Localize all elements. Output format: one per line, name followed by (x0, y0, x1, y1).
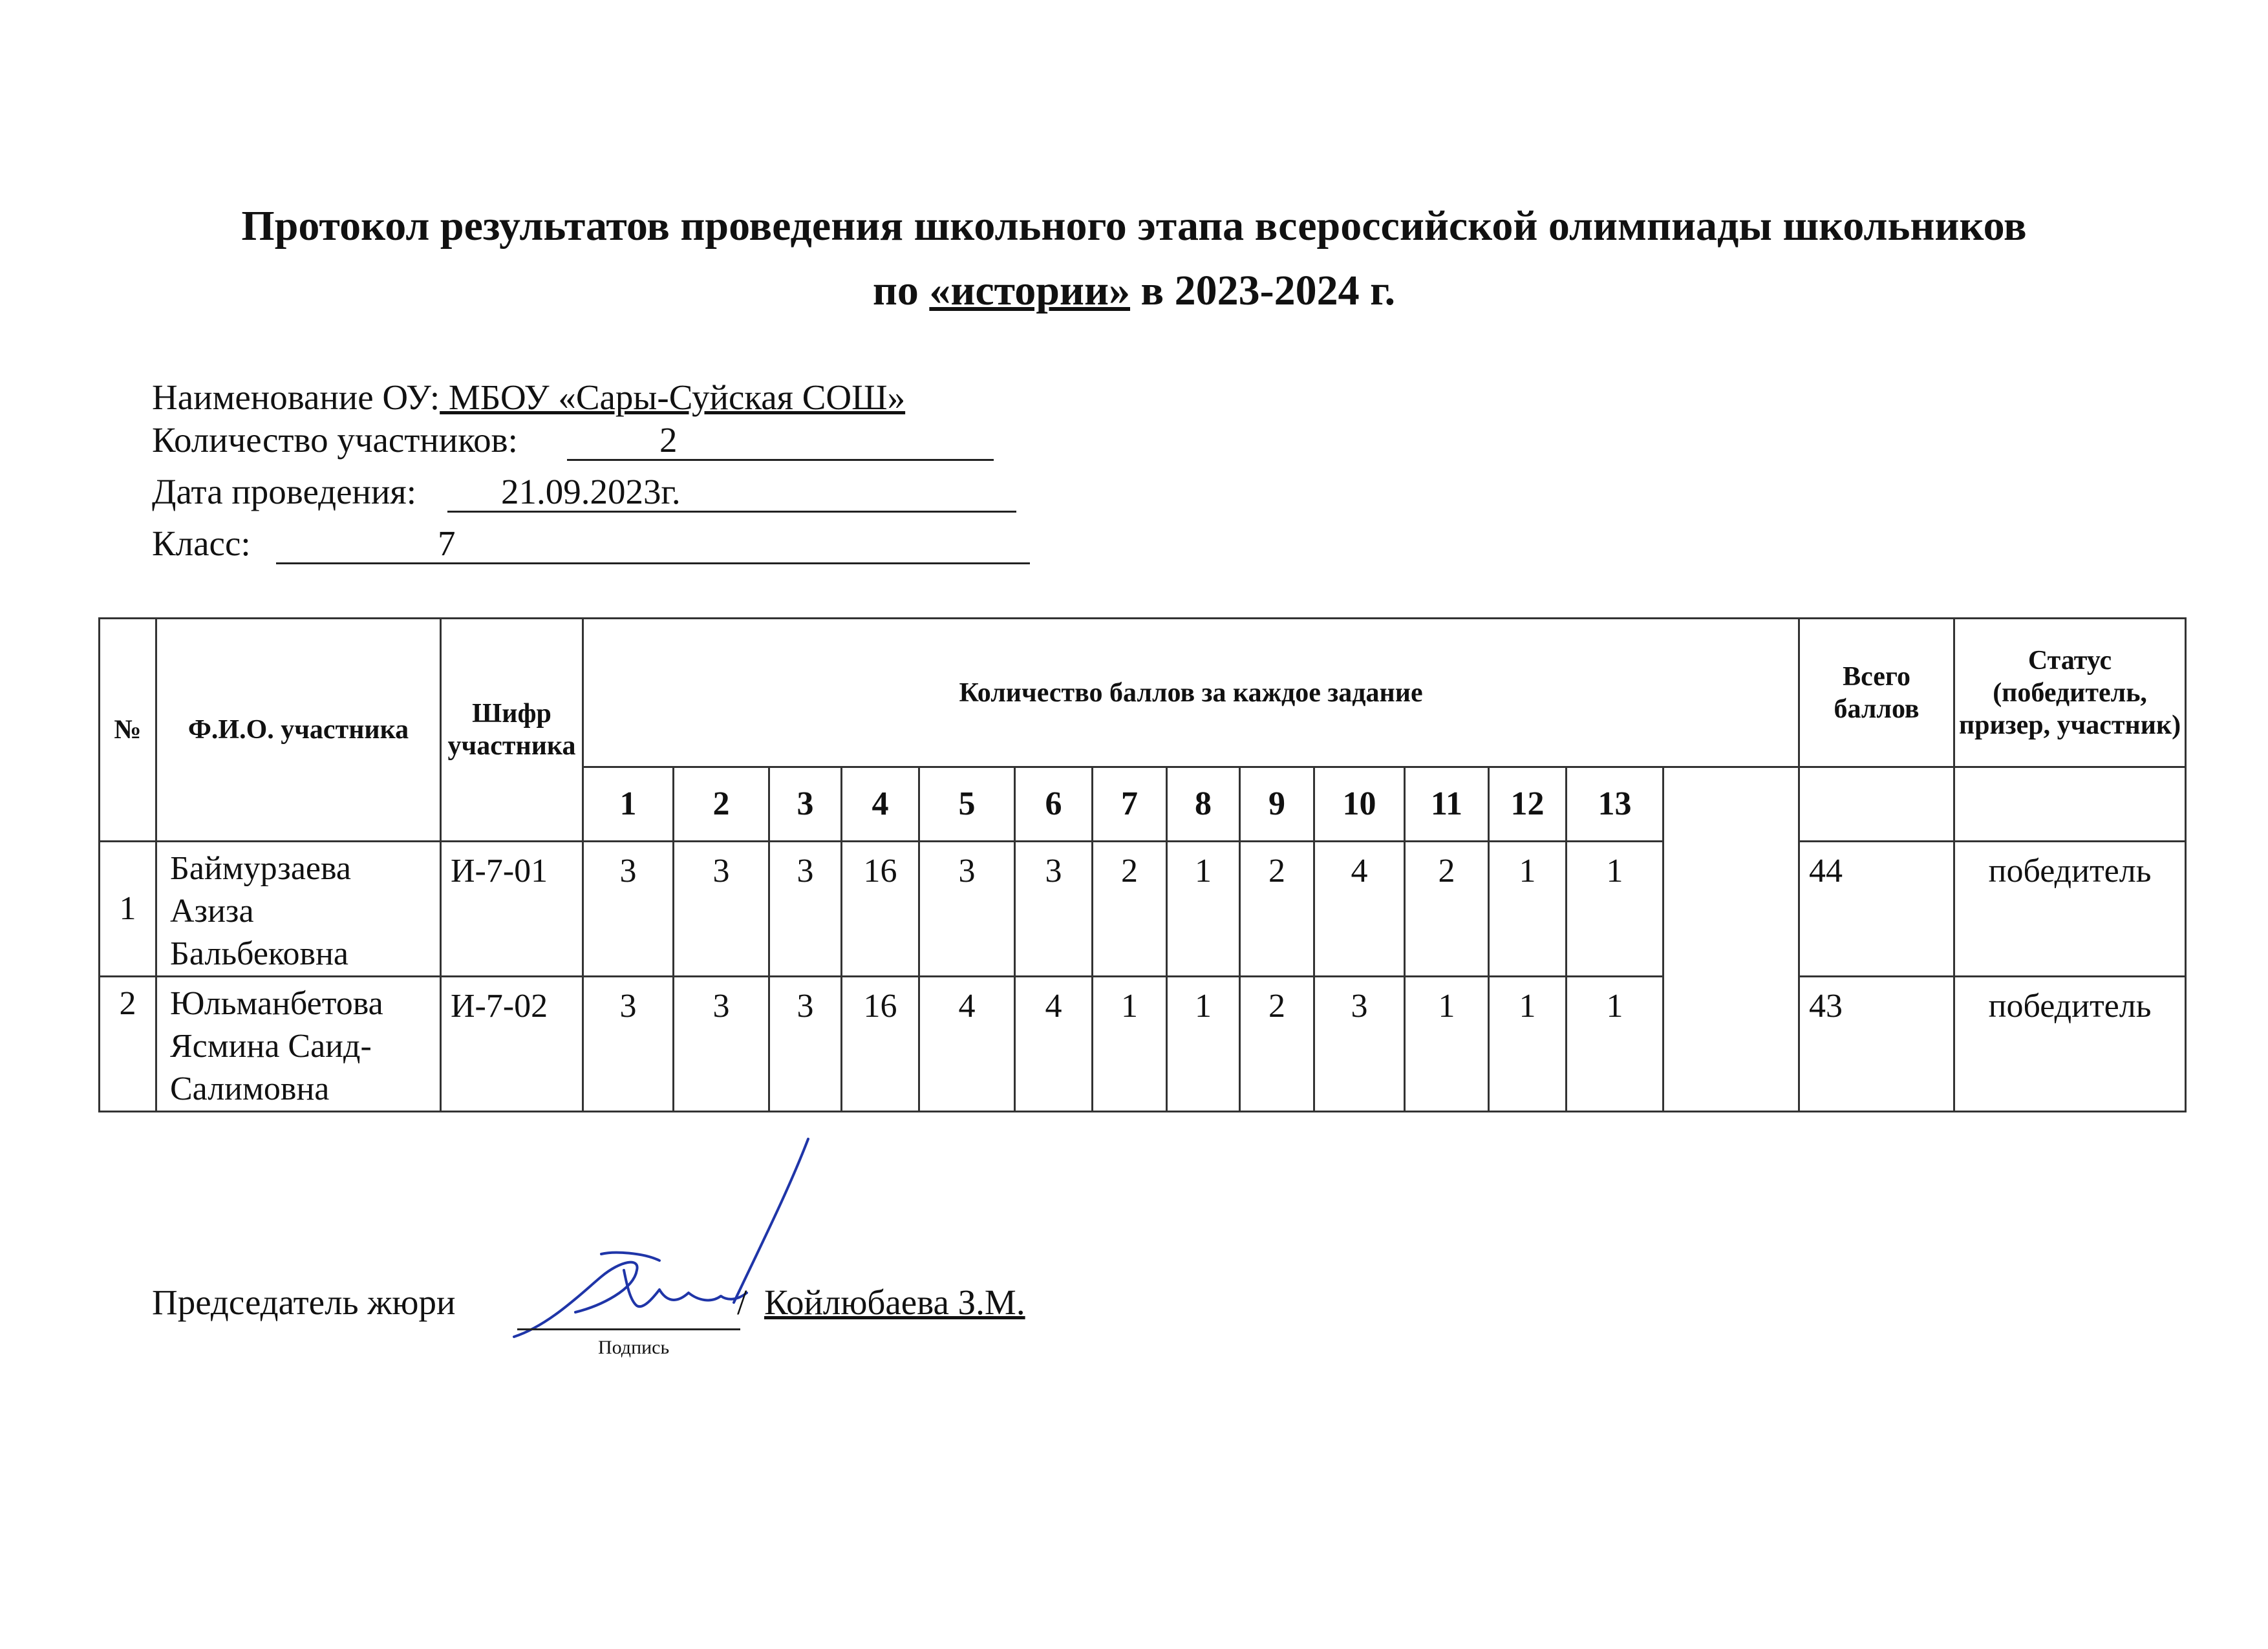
header-number: № (100, 619, 156, 842)
school-label: Наименование ОУ: (152, 378, 440, 417)
signature-slash: / (737, 1282, 747, 1322)
header-total: Всего баллов (1799, 619, 1954, 767)
blank-column (1664, 767, 1799, 1112)
total-score: 44 (1799, 842, 1954, 977)
participant-name: Баймурзаева Азиза Бальбековна (156, 842, 441, 977)
task-number: 3 (769, 767, 842, 842)
class-label: Класс: (152, 524, 251, 563)
task-number: 4 (842, 767, 919, 842)
score-cell: 3 (674, 977, 769, 1112)
score-cell: 3 (1314, 977, 1405, 1112)
date-label: Дата проведения: (152, 472, 416, 511)
signature-caption: Подпись (598, 1337, 670, 1358)
score-cell: 2 (1405, 842, 1489, 977)
header-fio: Ф.И.О. участника (156, 619, 441, 842)
score-cell: 16 (842, 842, 919, 977)
results-table (98, 617, 2187, 1112)
participants-row (152, 419, 992, 462)
score-cell: 3 (919, 842, 1015, 977)
score-cell: 1 (1567, 842, 1664, 977)
participants-value: 2 (659, 420, 678, 460)
score-cell: 2 (1093, 842, 1167, 977)
chair-label: Председатель жюри (152, 1282, 456, 1322)
score-cell: 3 (769, 977, 842, 1112)
score-cell: 3 (583, 842, 674, 977)
participants-label: Количество участников: (152, 420, 518, 460)
date-row (152, 471, 1018, 513)
participant-code: И-7-01 (441, 842, 583, 977)
row-index: 2 (100, 977, 156, 1112)
task-number: 13 (1567, 767, 1664, 842)
subject-name: «истории» (929, 267, 1130, 314)
task-number: 5 (919, 767, 1015, 842)
task-number: 8 (1167, 767, 1240, 842)
class-underline (276, 562, 1030, 564)
score-cell: 3 (1015, 842, 1093, 977)
score-cell: 3 (674, 842, 769, 977)
table-row (100, 842, 2186, 977)
title-line-2 (0, 259, 2268, 323)
score-cell: 4 (1314, 842, 1405, 977)
status-blank-cell (1954, 767, 2186, 842)
task-number: 2 (674, 767, 769, 842)
title-prefix: по (872, 267, 930, 314)
school-value: МБОУ «Сары-Суйская СОШ» (440, 378, 906, 417)
title-line-1: Протокол результатов проведения школьного этапа всероссийской олимпиады школьников (241, 202, 2027, 250)
task-number: 7 (1093, 767, 1167, 842)
score-cell: 3 (583, 977, 674, 1112)
document-title (0, 194, 2268, 323)
score-cell: 4 (1015, 977, 1093, 1112)
class-value: 7 (438, 524, 456, 563)
total-blank-cell (1799, 767, 1954, 842)
header-code: Шифр участника (441, 619, 583, 842)
row-index: 1 (100, 842, 156, 977)
header-status: Статус (победитель, призер, участник) (1954, 619, 2186, 767)
participant-name: Юльманбетова Ясмина Саид-Салимовна (156, 977, 441, 1112)
status-cell: победитель (1954, 977, 2186, 1112)
task-number: 11 (1405, 767, 1489, 842)
score-cell: 1 (1489, 977, 1567, 1112)
score-cell: 1 (1167, 977, 1240, 1112)
score-cell: 1 (1567, 977, 1664, 1112)
score-cell: 3 (769, 842, 842, 977)
participants-underline (567, 459, 994, 461)
score-cell: 1 (1405, 977, 1489, 1112)
chair-name: Койлюбаева З.М. (764, 1282, 1025, 1322)
header-row (100, 619, 2186, 767)
total-score: 43 (1799, 977, 1954, 1112)
score-cell: 4 (919, 977, 1015, 1112)
task-number: 9 (1240, 767, 1314, 842)
task-number: 10 (1314, 767, 1405, 842)
score-cell: 1 (1167, 842, 1240, 977)
score-cell: 16 (842, 977, 919, 1112)
score-cell: 1 (1093, 977, 1167, 1112)
task-number: 1 (583, 767, 674, 842)
task-number: 12 (1489, 767, 1567, 842)
title-suffix: в 2023-2024 г. (1130, 267, 1396, 314)
school-row (152, 376, 905, 419)
task-number: 6 (1015, 767, 1093, 842)
signature-line (517, 1328, 740, 1330)
status-cell: победитель (1954, 842, 2186, 977)
score-cell: 2 (1240, 842, 1314, 977)
header-scores-group: Количество баллов за каждое задание (583, 619, 1799, 767)
date-value: 21.09.2023г. (501, 472, 681, 511)
table-row (100, 977, 2186, 1112)
score-cell: 1 (1489, 842, 1567, 977)
class-row (152, 522, 1031, 565)
participant-code: И-7-02 (441, 977, 583, 1112)
score-cell: 2 (1240, 977, 1314, 1112)
